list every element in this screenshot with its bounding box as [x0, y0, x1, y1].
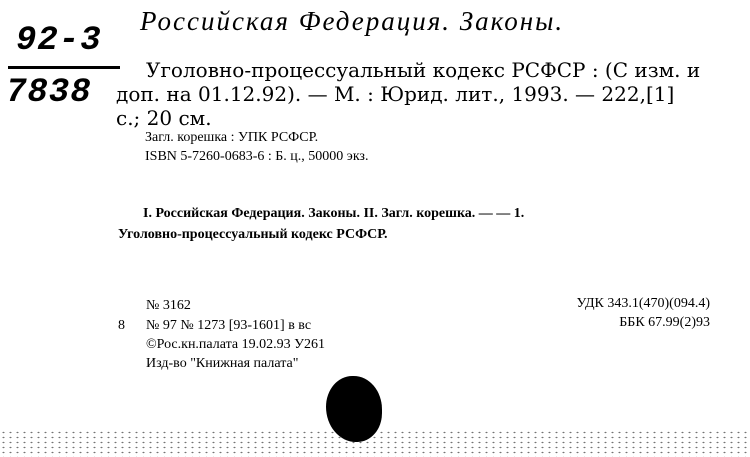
tracing-line-2: Уголовно-процессуальный кодекс РСФСР.	[118, 227, 388, 242]
card-number: № 3162	[146, 298, 191, 313]
registration-line: № 97 № 1273 [93-1601] в вс	[146, 318, 312, 333]
reg-prefix: 8	[118, 318, 125, 333]
call-number-top: 92-3	[16, 22, 102, 60]
title-line-2: доп. на 01.12.92). — М. : Юрид. лит., 1993. — 222,[1]	[116, 82, 675, 106]
scan-noise-strip	[0, 430, 750, 457]
tracing-line-1: I. Российская Федерация. Законы. II. Загл. корешка. — — 1.	[143, 206, 525, 221]
tracing-section	[118, 203, 728, 245]
book-chamber-line: ©Рос.кн.палата 19.02.93 У261	[146, 337, 326, 352]
bbk-code: ББК 67.99(2)93	[619, 315, 710, 330]
isbn-line: ISBN 5-7260-0683-6 : Б. ц., 50000 экз.	[145, 149, 369, 164]
call-number-bottom: 7838	[6, 74, 92, 112]
publisher-line: Изд-во "Книжная палата"	[146, 356, 299, 371]
title-line-3: с.; 20 см.	[116, 106, 212, 130]
call-number-divider	[8, 66, 120, 69]
spine-title: Загл. корешка : УПК РСФСР.	[145, 130, 319, 145]
bibliographic-description	[116, 58, 716, 130]
handwritten-heading: Российская Федерация. Законы.	[140, 6, 565, 36]
title-line-1: Уголовно-процессуальный кодекс РСФСР : (С изм. и	[146, 58, 701, 82]
udk-code: УДК 343.1(470)(094.4)	[576, 296, 710, 311]
